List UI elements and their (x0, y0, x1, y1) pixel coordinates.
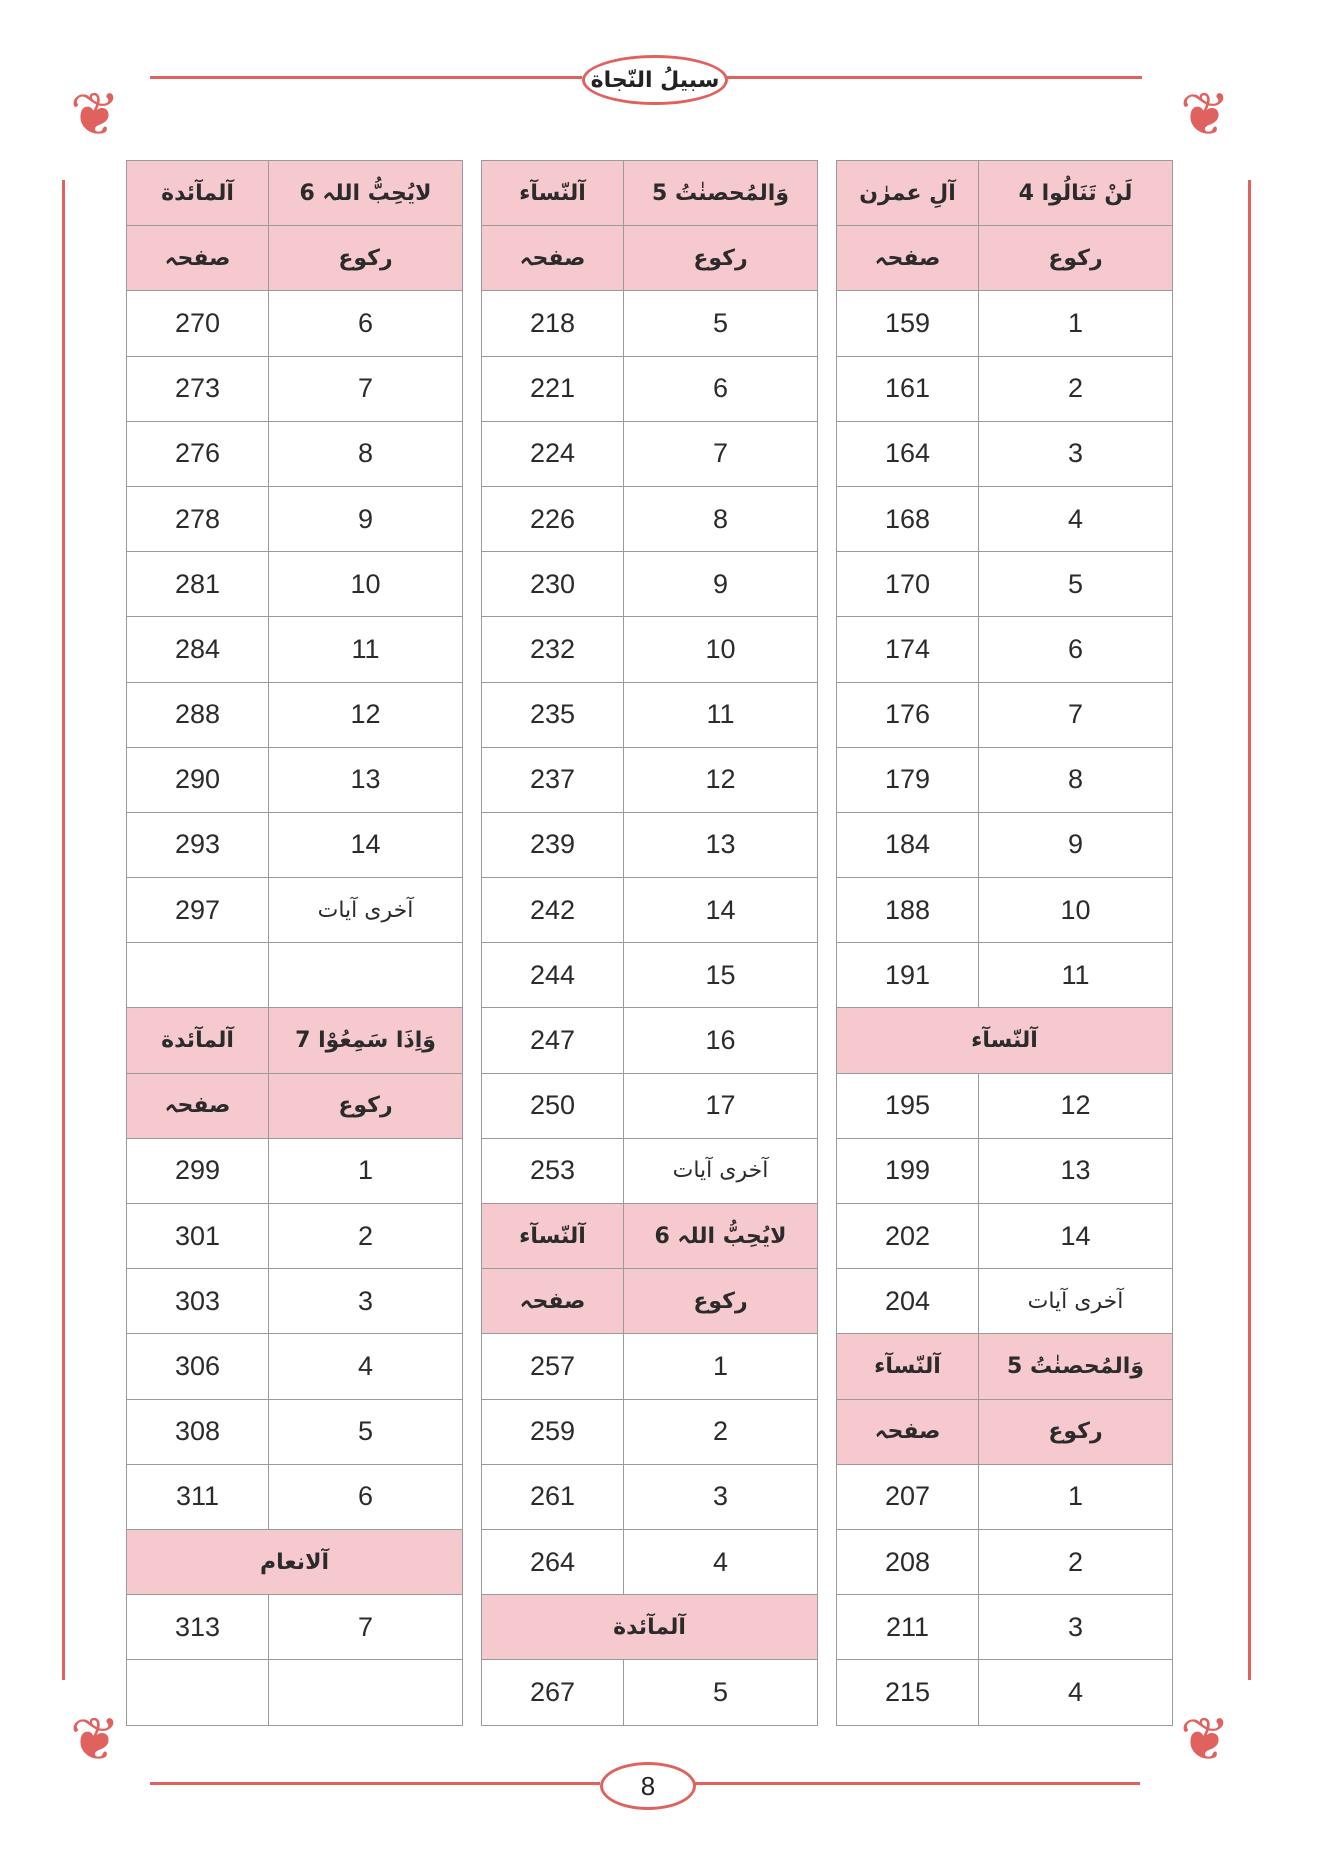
table-row (837, 813, 1173, 878)
ruku-cell: 3 (269, 1269, 463, 1334)
table-row (482, 291, 818, 356)
page-cell: 174 (837, 617, 979, 682)
table-row (837, 1660, 1173, 1725)
table-row (837, 878, 1173, 943)
table-row (837, 748, 1173, 813)
table-row (127, 1334, 463, 1399)
ruku-cell: 10 (269, 552, 463, 617)
table-row (482, 487, 818, 552)
book-title: سبیلُ النّجاة (582, 55, 728, 105)
page-cell: 242 (482, 878, 624, 943)
ruku-cell: 2 (979, 357, 1173, 422)
table-row (837, 487, 1173, 552)
table-row (482, 1530, 818, 1595)
page-cell: 199 (837, 1139, 979, 1204)
table-row (127, 487, 463, 552)
column-header-row (837, 226, 1173, 291)
ruku-column-header: رکوع (979, 226, 1173, 291)
table-row (482, 617, 818, 682)
column-header-row (482, 226, 818, 291)
table-row (482, 878, 818, 943)
surah-name: آلِ عمرٰن (837, 161, 979, 226)
ruku-cell: 4 (979, 1660, 1173, 1725)
ruku-cell: 1 (979, 291, 1173, 356)
ruku-cell: 12 (979, 1074, 1173, 1139)
surah-name: آلنّسآء (837, 1334, 979, 1399)
frame-top-right-line (722, 76, 1142, 79)
ruku-cell: 11 (269, 617, 463, 682)
ruku-cell: 2 (979, 1530, 1173, 1595)
page-column-header: صفحہ (127, 226, 269, 291)
column-header-row (127, 226, 463, 291)
table-row (837, 943, 1173, 1008)
ruku-cell: 9 (979, 813, 1173, 878)
ruku-cell: 2 (624, 1400, 818, 1465)
ruku-cell: 6 (979, 617, 1173, 682)
table-row (482, 1660, 818, 1725)
page-column-header: صفحہ (837, 1400, 979, 1465)
table-row (837, 683, 1173, 748)
page-column-header: صفحہ (127, 1074, 269, 1139)
table-row (837, 1465, 1173, 1530)
ruku-column-header: رکوع (269, 1074, 463, 1139)
table-row (837, 1595, 1173, 1660)
ruku-cell: آخری آیات (624, 1139, 818, 1204)
frame-bottom-left-line (150, 1782, 600, 1785)
surah-header-row (837, 1008, 1173, 1073)
para-header-row (127, 161, 463, 226)
page-cell: 195 (837, 1074, 979, 1139)
table-row (837, 291, 1173, 356)
table-row (482, 357, 818, 422)
page-cell: 250 (482, 1074, 624, 1139)
ruku-cell: 14 (269, 813, 463, 878)
para-name: لَنْ تَنَالُوا 4 (979, 161, 1173, 226)
page-column-header: صفحہ (837, 226, 979, 291)
para-name: وَالمُحصنٰتُ 5 (979, 1334, 1173, 1399)
table-row (837, 617, 1173, 682)
page-cell: 253 (482, 1139, 624, 1204)
ruku-cell: 7 (269, 357, 463, 422)
page-cell: 221 (482, 357, 624, 422)
ruku-index-table-middle (481, 160, 818, 1726)
table-row (127, 943, 463, 1008)
table-row (127, 1269, 463, 1334)
ruku-cell: 5 (624, 1660, 818, 1725)
para-name: لایُحِبُّ اللہ 6 (624, 1204, 818, 1269)
page-cell: 247 (482, 1008, 624, 1073)
surah-name: آلنّسآء (482, 1204, 624, 1269)
page-cell: 270 (127, 291, 269, 356)
para-header-row (127, 1008, 463, 1073)
page-cell: 276 (127, 422, 269, 487)
page-cell: 288 (127, 683, 269, 748)
page-cell: 261 (482, 1465, 624, 1530)
column-header-row (482, 1269, 818, 1334)
ruku-index-table-right (836, 160, 1173, 1726)
ruku-cell: 4 (979, 487, 1173, 552)
page-cell: 284 (127, 617, 269, 682)
table-row (837, 1269, 1173, 1334)
table-row (482, 748, 818, 813)
table-row (837, 552, 1173, 617)
table-row (482, 683, 818, 748)
page-cell (127, 943, 269, 1008)
page-cell: 297 (127, 878, 269, 943)
table-row (127, 552, 463, 617)
ruku-cell: 6 (624, 357, 818, 422)
ruku-cell: 7 (269, 1595, 463, 1660)
para-header-row (837, 161, 1173, 226)
surah-header-row (482, 1595, 818, 1660)
ruku-cell: 8 (269, 422, 463, 487)
para-name: وَالمُحصنٰتُ 5 (624, 161, 818, 226)
ruku-cell: 5 (624, 291, 818, 356)
frame-right-line (1248, 180, 1251, 1680)
table-row (127, 683, 463, 748)
page-cell: 232 (482, 617, 624, 682)
ruku-cell: 12 (269, 683, 463, 748)
page-cell: 226 (482, 487, 624, 552)
page-cell: 308 (127, 1400, 269, 1465)
table-row (837, 422, 1173, 487)
page-cell: 204 (837, 1269, 979, 1334)
ruku-cell: 3 (979, 422, 1173, 487)
ruku-cell: 10 (979, 878, 1173, 943)
page-cell: 259 (482, 1400, 624, 1465)
ruku-cell: 5 (269, 1400, 463, 1465)
page-cell: 218 (482, 291, 624, 356)
surah-name: آلمآئدة (482, 1595, 818, 1660)
table-row (127, 1465, 463, 1530)
page-cell: 230 (482, 552, 624, 617)
table-row (837, 1139, 1173, 1204)
page-cell: 301 (127, 1204, 269, 1269)
ruku-cell: 14 (979, 1204, 1173, 1269)
ruku-column-header: رکوع (624, 1269, 818, 1334)
ruku-cell: 4 (624, 1530, 818, 1595)
column-header-row (127, 1074, 463, 1139)
page-cell: 224 (482, 422, 624, 487)
ruku-cell (269, 943, 463, 1008)
table-row (482, 552, 818, 617)
page-cell: 164 (837, 422, 979, 487)
ruku-cell: آخری آیات (979, 1269, 1173, 1334)
para-header-row (837, 1334, 1173, 1399)
ruku-cell: 1 (269, 1139, 463, 1204)
page-cell: 176 (837, 683, 979, 748)
ruku-cell: 14 (624, 878, 818, 943)
para-name: وَاِذَا سَمِعُوْا 7 (269, 1008, 463, 1073)
page-cell: 170 (837, 552, 979, 617)
page-cell: 264 (482, 1530, 624, 1595)
ruku-column-header: رکوع (979, 1400, 1173, 1465)
ruku-cell: 7 (979, 683, 1173, 748)
ruku-cell: 1 (979, 1465, 1173, 1530)
ruku-cell: 9 (624, 552, 818, 617)
ruku-cell: 9 (269, 487, 463, 552)
table-row (127, 422, 463, 487)
page-cell: 293 (127, 813, 269, 878)
column-header-row (837, 1400, 1173, 1465)
table-row (127, 291, 463, 356)
corner-ornament-icon: ❦ (1179, 80, 1231, 150)
page-cell: 161 (837, 357, 979, 422)
table-row (482, 1008, 818, 1073)
ruku-cell: 8 (624, 487, 818, 552)
table-row (127, 1204, 463, 1269)
para-name: لایُحِبُّ اللہ 6 (269, 161, 463, 226)
page-cell: 207 (837, 1465, 979, 1530)
table-row (127, 1400, 463, 1465)
table-row (127, 878, 463, 943)
table-row (837, 357, 1173, 422)
ruku-cell: 4 (269, 1334, 463, 1399)
table-row (127, 1139, 463, 1204)
page-cell: 278 (127, 487, 269, 552)
ruku-cell: 3 (624, 1465, 818, 1530)
ruku-cell: 7 (624, 422, 818, 487)
page-cell: 188 (837, 878, 979, 943)
page-cell: 215 (837, 1660, 979, 1725)
ruku-cell: 11 (979, 943, 1173, 1008)
table-row (482, 943, 818, 1008)
surah-name: آلنّسآء (837, 1008, 1173, 1073)
table-row (837, 1074, 1173, 1139)
page-cell (127, 1660, 269, 1725)
ruku-index-table-left (126, 160, 463, 1726)
corner-ornament-icon: ❦ (1179, 1705, 1231, 1775)
page-cell: 273 (127, 357, 269, 422)
ruku-cell: 16 (624, 1008, 818, 1073)
ruku-cell: 17 (624, 1074, 818, 1139)
ruku-cell: 6 (269, 1465, 463, 1530)
page-cell: 267 (482, 1660, 624, 1725)
surah-name: آلنّسآء (482, 161, 624, 226)
page-cell: 235 (482, 683, 624, 748)
page-cell: 313 (127, 1595, 269, 1660)
surah-name: آلمآئدة (127, 1008, 269, 1073)
ruku-cell: آخری آیات (269, 878, 463, 943)
surah-name: آلمآئدة (127, 161, 269, 226)
ruku-cell: 11 (624, 683, 818, 748)
surah-name: آلانعام (127, 1530, 463, 1595)
table-row (482, 422, 818, 487)
surah-header-row (127, 1530, 463, 1595)
page-cell: 211 (837, 1595, 979, 1660)
ruku-cell: 13 (624, 813, 818, 878)
table-row (482, 1400, 818, 1465)
page-cell: 299 (127, 1139, 269, 1204)
page-cell: 237 (482, 748, 624, 813)
corner-ornament-icon: ❦ (69, 80, 121, 150)
ruku-cell: 6 (269, 291, 463, 356)
page-cell: 303 (127, 1269, 269, 1334)
page-cell: 208 (837, 1530, 979, 1595)
page-cell: 179 (837, 748, 979, 813)
ruku-cell: 15 (624, 943, 818, 1008)
page-cell: 159 (837, 291, 979, 356)
page-number: 8 (600, 1762, 696, 1810)
ruku-column-header: رکوع (269, 226, 463, 291)
page-cell: 306 (127, 1334, 269, 1399)
page-cell: 244 (482, 943, 624, 1008)
frame-left-line (62, 180, 65, 1680)
page-cell: 202 (837, 1204, 979, 1269)
para-header-row (482, 161, 818, 226)
ruku-cell: 5 (979, 552, 1173, 617)
ruku-cell: 13 (269, 748, 463, 813)
page-cell: 311 (127, 1465, 269, 1530)
page-cell: 281 (127, 552, 269, 617)
table-row (127, 357, 463, 422)
table-row (482, 1334, 818, 1399)
table-row (482, 1139, 818, 1204)
page-cell: 168 (837, 487, 979, 552)
ruku-cell: 10 (624, 617, 818, 682)
table-row (482, 1074, 818, 1139)
ruku-cell: 2 (269, 1204, 463, 1269)
table-row (127, 1660, 463, 1725)
page-cell: 239 (482, 813, 624, 878)
ruku-cell: 3 (979, 1595, 1173, 1660)
page-cell: 191 (837, 943, 979, 1008)
ruku-cell: 12 (624, 748, 818, 813)
table-row (482, 813, 818, 878)
page-cell: 257 (482, 1334, 624, 1399)
table-row (127, 813, 463, 878)
ruku-cell: 1 (624, 1334, 818, 1399)
ruku-cell: 8 (979, 748, 1173, 813)
frame-top-left-line (150, 76, 582, 79)
page-column-header: صفحہ (482, 226, 624, 291)
ruku-column-header: رکوع (624, 226, 818, 291)
table-row (837, 1204, 1173, 1269)
ruku-cell (269, 1660, 463, 1725)
para-header-row (482, 1204, 818, 1269)
page-cell: 290 (127, 748, 269, 813)
table-row (127, 1595, 463, 1660)
corner-ornament-icon: ❦ (69, 1705, 121, 1775)
page-column-header: صفحہ (482, 1269, 624, 1334)
table-row (127, 617, 463, 682)
table-row (482, 1465, 818, 1530)
frame-bottom-right-line (690, 1782, 1140, 1785)
page-cell: 184 (837, 813, 979, 878)
table-row (127, 748, 463, 813)
table-row (837, 1530, 1173, 1595)
ruku-cell: 13 (979, 1139, 1173, 1204)
